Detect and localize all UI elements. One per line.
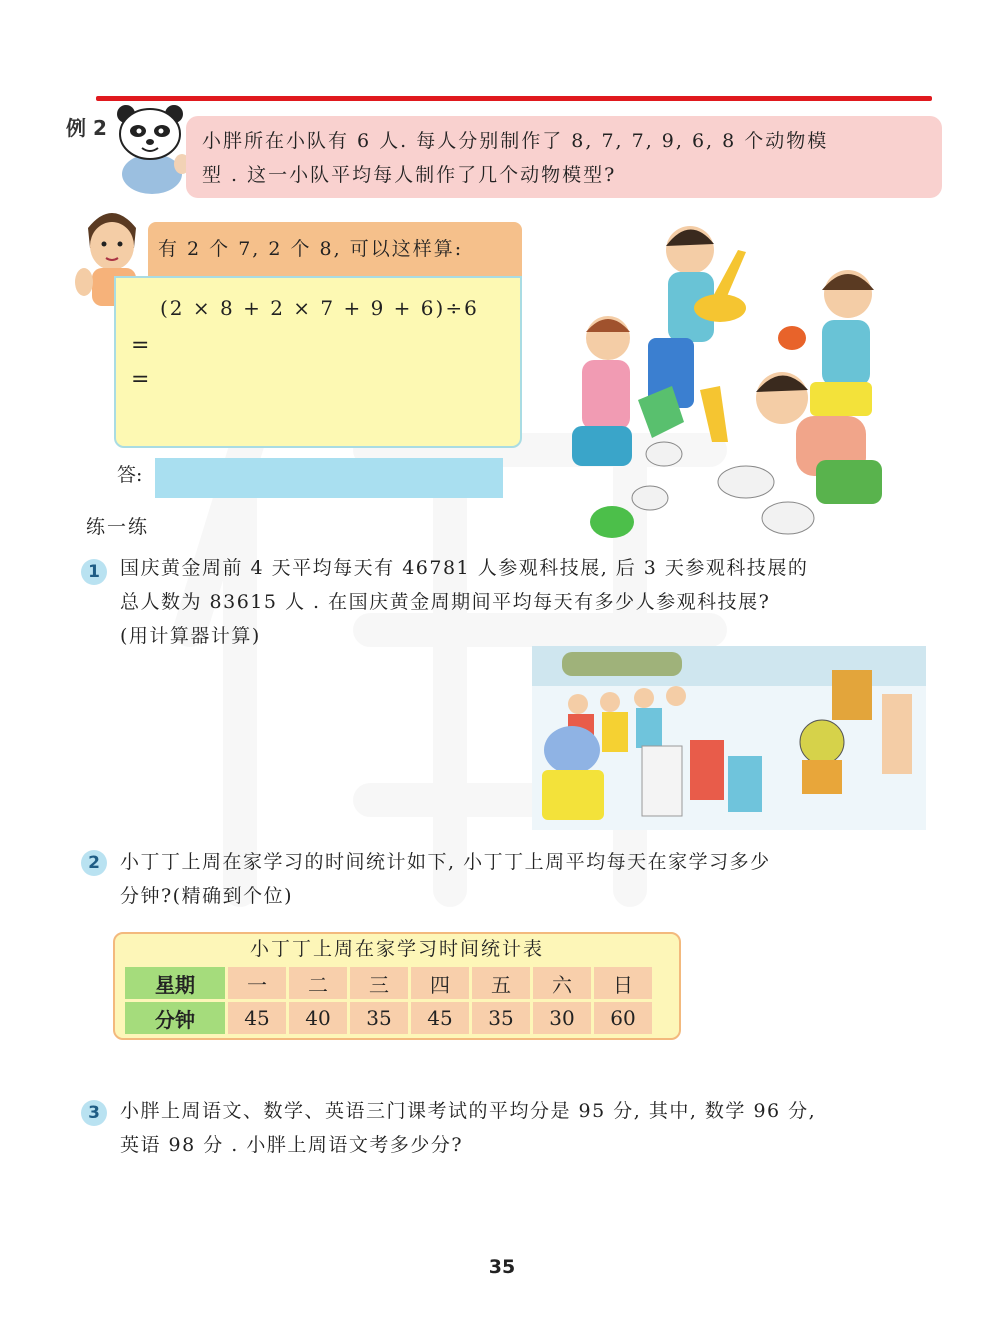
question-2-text	[120, 845, 771, 913]
table-cell: 五	[472, 967, 530, 999]
question-line: 小胖所在小队有 6 人. 每人分别制作了 8, 7, 7, 9, 6, 8 个动物模	[202, 130, 829, 152]
answer-input[interactable]	[155, 458, 503, 498]
example-question	[186, 116, 942, 198]
question-line: 总人数为 83615 人 . 在国庆黄金周期间平均每天有多少人参观科技展?	[120, 591, 771, 613]
table-cell: 三	[350, 967, 408, 999]
table-header-cell: 分钟	[125, 1002, 225, 1034]
equals-sign: =	[131, 333, 150, 358]
table-cell: 六	[533, 967, 591, 999]
table-cell: 40	[289, 1002, 347, 1034]
table-cell: 一	[228, 967, 286, 999]
question-line: 分钟?(精确到个位)	[120, 885, 294, 907]
question-line: 小丁丁上周在家学习的时间统计如下, 小丁丁上周平均每天在家学习多少	[120, 851, 771, 873]
top-divider	[96, 96, 932, 101]
table-cell: 四	[411, 967, 469, 999]
question-number-badge: 2	[81, 850, 107, 876]
practice-title: 练一练	[86, 516, 150, 538]
table-cell: 30	[533, 1002, 591, 1034]
table-cell: 45	[411, 1002, 469, 1034]
question-line: 小胖上周语文、数学、英语三门课考试的平均分是 95 分, 其中, 数学 96 分,	[120, 1100, 817, 1122]
hint-bubble: 有 2 个 7, 2 个 8, 可以这样算:	[148, 222, 522, 278]
science-exhibition-illustration	[532, 646, 926, 830]
question-line: (用计算器计算)	[120, 625, 261, 647]
table-cell: 二	[289, 967, 347, 999]
page-number: 35	[488, 1256, 516, 1278]
question-number-badge: 3	[81, 1100, 107, 1126]
equals-sign: =	[131, 367, 150, 392]
table-cell: 60	[594, 1002, 652, 1034]
table-row	[125, 967, 652, 999]
answer-label: 答:	[117, 464, 143, 486]
table-cell: 日	[594, 967, 652, 999]
question-3-text	[120, 1094, 816, 1162]
statistics-table-title: 小丁丁上周在家学习时间统计表	[249, 938, 544, 960]
question-line: 型 . 这一小队平均每人制作了几个动物模型?	[202, 164, 617, 186]
question-1-text	[120, 551, 808, 653]
question-line: 英语 98 分 . 小胖上周语文考多少分?	[120, 1134, 464, 1156]
calculation-expression: (2 × 8 + 2 × 7 + 9 + 6)÷6	[160, 296, 479, 320]
table-header-cell: 星期	[125, 967, 225, 999]
question-number-badge: 1	[81, 559, 107, 585]
table-row	[125, 1002, 652, 1034]
panda-character-icon	[112, 104, 192, 192]
question-line: 国庆黄金周前 4 天平均每天有 46781 人参观科技展, 后 3 天参观科技展的	[120, 557, 809, 579]
example-label: 例 2	[66, 116, 107, 140]
table-cell: 35	[350, 1002, 408, 1034]
table-cell: 35	[472, 1002, 530, 1034]
statistics-table	[122, 964, 655, 1037]
table-cell: 45	[228, 1002, 286, 1034]
children-animal-models-illustration	[560, 210, 920, 550]
